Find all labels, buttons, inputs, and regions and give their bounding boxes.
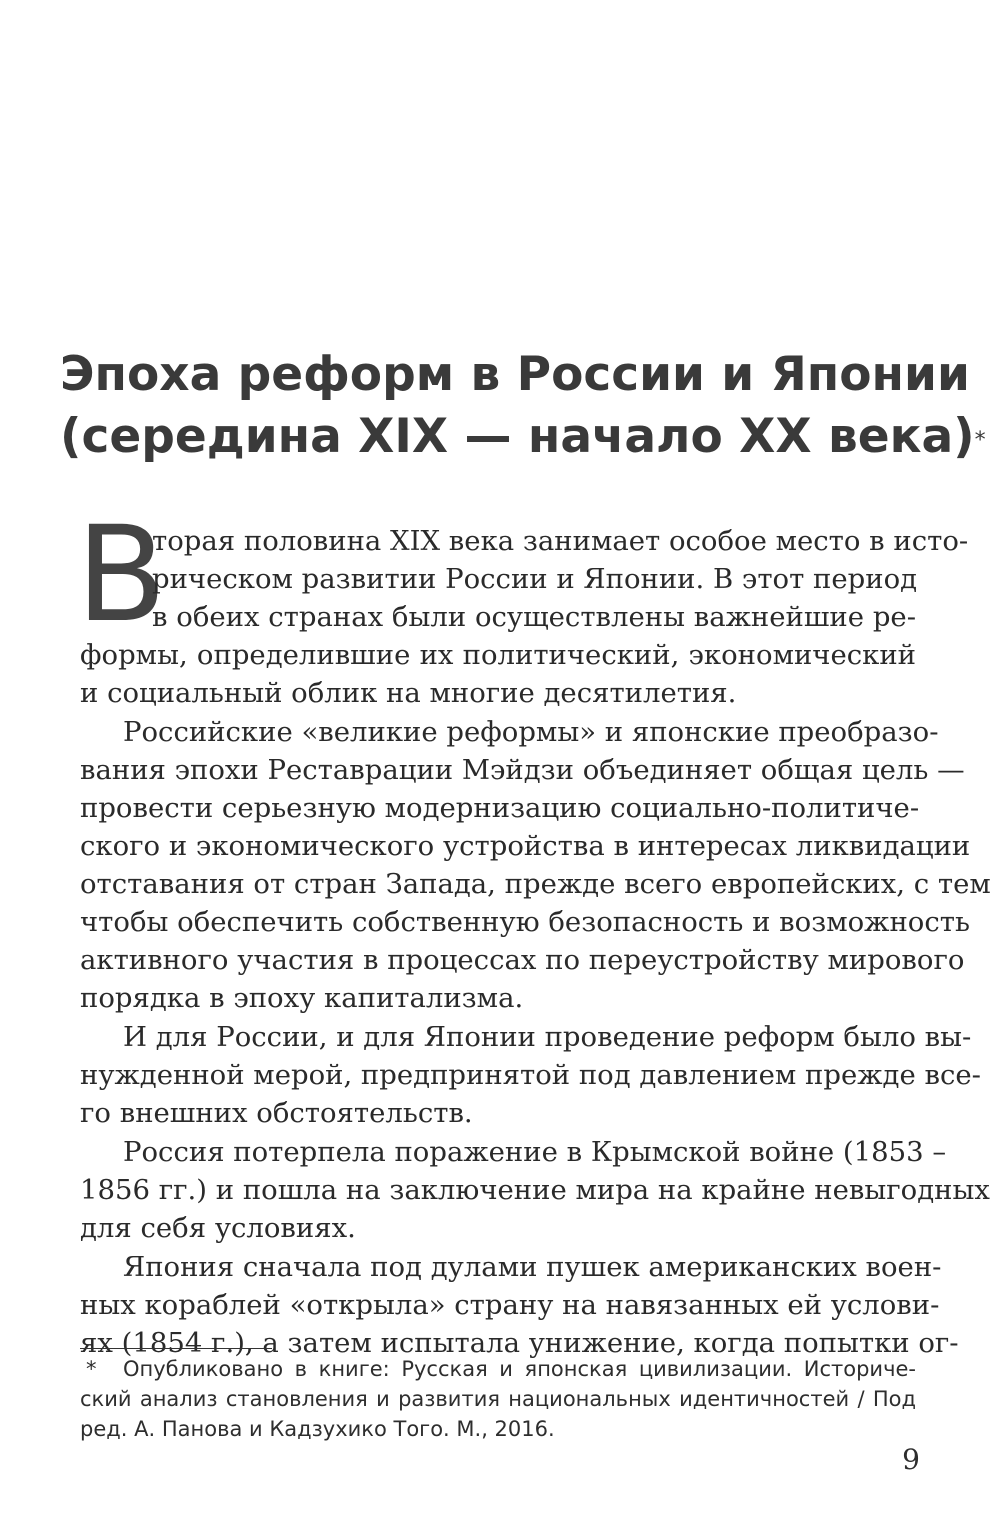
- body-line: порядка в эпоху капитализма.: [80, 982, 524, 1014]
- body-line: в обеих странах были осуществлены важнейшие ре-: [152, 601, 916, 633]
- body-line: И для России, и для Японии проведение реформ было вы-: [123, 1021, 972, 1053]
- body-line: торая половина XIX века занимает особое место в исто-: [152, 525, 969, 557]
- chapter-title-line-1: [60, 343, 970, 407]
- body-line: чтобы обеспечить собственную безопасность и возможность: [80, 906, 970, 938]
- chapter-title-line-2: [60, 405, 986, 469]
- body-line: Россия потерпела поражение в Крымской войне (1853 –: [123, 1136, 947, 1168]
- body-line: нужденной мерой, предпринятой под давлением прежде все-: [80, 1059, 981, 1091]
- footnote-separator: [80, 1348, 272, 1349]
- footnote-line: Опубликовано в книге: Русская и японская цивилизации. Историче-: [123, 1357, 916, 1381]
- body-line: формы, определившие их политический, экономический: [80, 639, 916, 671]
- body-line: провести серьезную модернизацию социально-политиче-: [80, 792, 920, 824]
- body-line: вания эпохи Реставрации Мэйдзи объединяет общая цель —: [80, 754, 965, 786]
- footnote-marker: *: [86, 1357, 97, 1381]
- footnote-line: ред. А. Панова и Кадзухико Того. М., 2016.: [80, 1417, 555, 1441]
- drop-cap: В: [76, 498, 167, 652]
- body-line: активного участия в процессах по переустройству мирового: [80, 944, 965, 976]
- body-line: и социальный облик на многие десятилетия.: [80, 677, 737, 709]
- body-line: 1856 гг.) и пошла на заключение мира на крайне невыгодных: [80, 1174, 990, 1206]
- body-line: отставания от стран Запада, прежде всего европейских, с тем: [80, 868, 991, 900]
- body-line: ных кораблей «открыла» страну на навязанных ей услови-: [80, 1289, 940, 1321]
- body-line: для себя условиях.: [80, 1212, 356, 1244]
- footnote-line: ский анализ становления и развития национальных идентичностей / Под: [80, 1387, 916, 1411]
- body-line: Япония сначала под дулами пушек американских воен-: [123, 1251, 942, 1283]
- body-line: рическом развитии России и Японии. В этот период: [152, 563, 918, 595]
- chapter-title-text-1: Эпоха реформ в России и Японии: [60, 347, 970, 402]
- body-line: Российские «великие реформы» и японские преобразо-: [123, 716, 939, 748]
- body-line: ях (1854 г.), а затем испытала унижение, когда попытки ог-: [80, 1327, 959, 1359]
- chapter-title-text-2: (середина XIX — начало XX века): [60, 409, 975, 464]
- footnote-reference: *: [974, 428, 986, 453]
- body-line: ского и экономического устройства в интересах ликвидации: [80, 830, 971, 862]
- body-line: го внешних обстоятельств.: [80, 1097, 473, 1129]
- page-number: 9: [902, 1443, 920, 1476]
